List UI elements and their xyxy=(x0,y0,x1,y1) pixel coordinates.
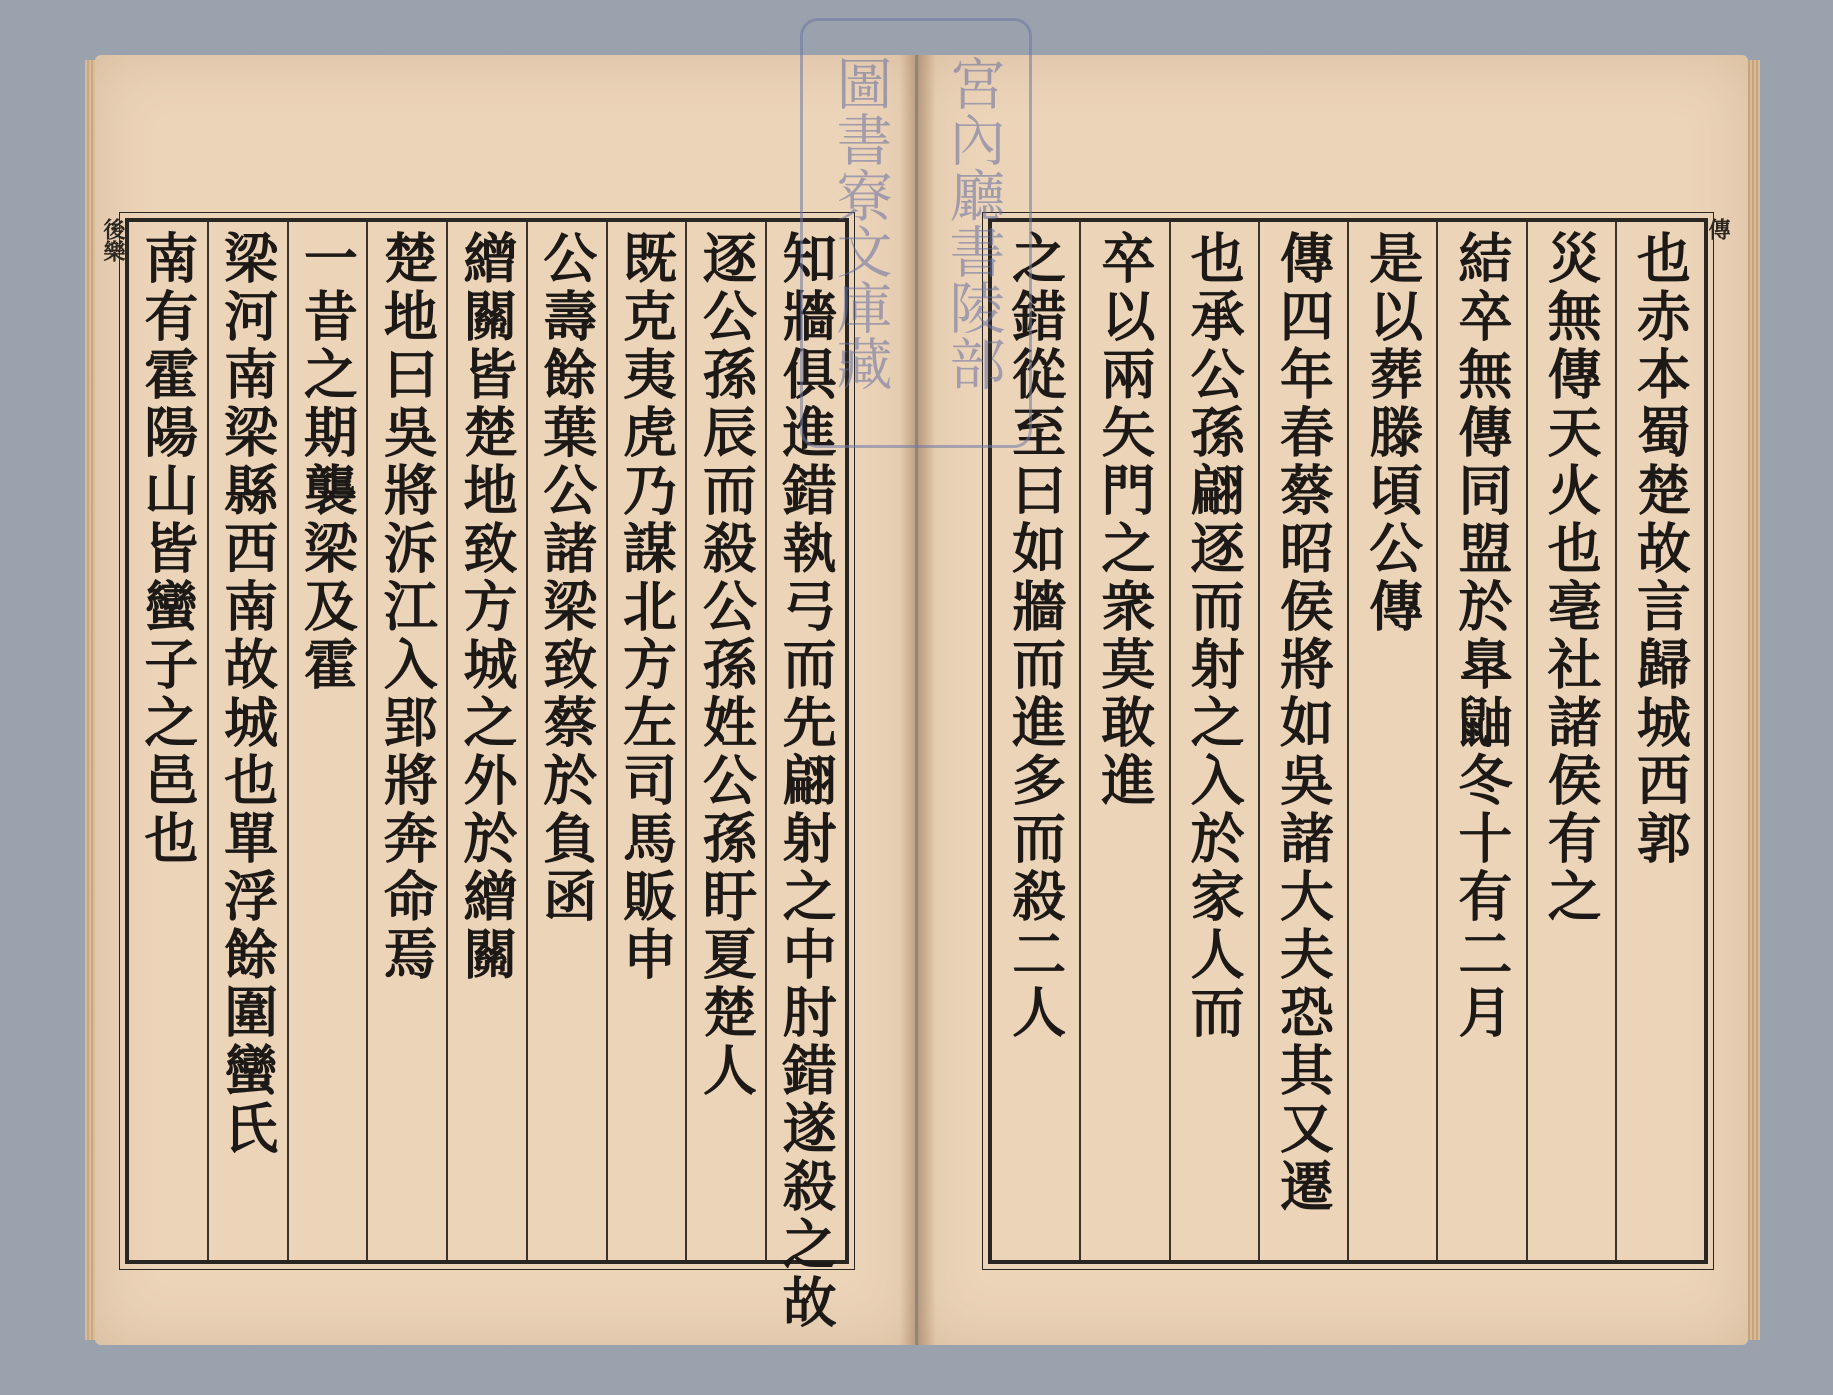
left-col-7 xyxy=(287,222,367,1260)
right-col-6-text: 也承公孫翩逐而射之入於家人而 xyxy=(1182,230,1247,1042)
left-col-3-text: 既克夷虎乃謀北方左司馬販申 xyxy=(614,230,679,984)
right-col-2 xyxy=(1526,222,1615,1260)
right-col-1 xyxy=(1615,222,1704,1260)
right-col-6 xyxy=(1169,222,1258,1260)
seal-text-right: 宮內廳書陵部 xyxy=(940,55,1006,391)
left-col-5-text: 繒關皆楚地致方城之外於繒關 xyxy=(454,230,519,984)
left-col-5 xyxy=(446,222,526,1260)
left-col-1-text: 知牆俱進錯執弓而先翩射之中肘錯遂殺之故 xyxy=(774,230,839,1332)
right-col-7 xyxy=(1079,222,1168,1260)
right-col-5 xyxy=(1258,222,1347,1260)
left-col-8 xyxy=(207,222,287,1260)
right-col-1-text: 也赤本蜀楚故言歸城西郭 xyxy=(1628,230,1693,868)
left-col-2-text: 逐公孫辰而殺公孫姓公孫盱夏楚人 xyxy=(694,230,759,1100)
left-col-9-text: 南有霍陽山皆蠻子之邑也 xyxy=(135,230,200,868)
right-col-3 xyxy=(1436,222,1525,1260)
right-col-3-text: 結卒無傳同盟於臯鼬冬十有二月 xyxy=(1449,230,1514,1042)
seal-text-left: 圖書寮文庫藏 xyxy=(827,55,893,391)
left-margin-strip xyxy=(98,218,126,1256)
left-col-4 xyxy=(526,222,606,1260)
left-columns xyxy=(129,222,845,1332)
right-col-5-text: 傳四年春蔡昭侯將如吳諸大夫恐其又遷 xyxy=(1271,230,1336,1216)
right-columns xyxy=(992,222,1704,1260)
left-col-6-text: 楚地曰吳將泝江入郢將奔命焉 xyxy=(375,230,440,984)
right-text-frame xyxy=(988,218,1708,1264)
left-col-2 xyxy=(685,222,765,1260)
left-margin-text: 後樂 xyxy=(100,218,126,262)
left-text-frame xyxy=(125,218,849,1332)
left-col-6 xyxy=(366,222,446,1260)
right-col-8-text: 之錯從至曰如牆而進多而殺二人 xyxy=(1003,230,1068,1042)
left-col-7-text: 一昔之期襲梁及霍 xyxy=(295,230,360,694)
left-col-9 xyxy=(129,222,207,1260)
right-margin-strip xyxy=(1703,218,1731,1256)
right-col-2-text: 災無傳天火也亳社諸侯有之 xyxy=(1539,230,1604,926)
right-col-7-text: 卒以兩矢門之衆莫敢進 xyxy=(1092,230,1157,810)
right-col-4-text: 是以葬滕頃公傳 xyxy=(1360,230,1425,636)
right-col-4 xyxy=(1347,222,1436,1260)
library-seal-stamp xyxy=(800,18,1032,448)
right-margin-text: 傳 xyxy=(1705,218,1731,240)
left-col-8-text: 梁河南梁縣西南故城也單浮餘圍蠻氏 xyxy=(215,230,280,1158)
left-col-4-text: 公壽餘葉公諸梁致蔡於負函 xyxy=(534,230,599,926)
left-col-3 xyxy=(606,222,686,1260)
